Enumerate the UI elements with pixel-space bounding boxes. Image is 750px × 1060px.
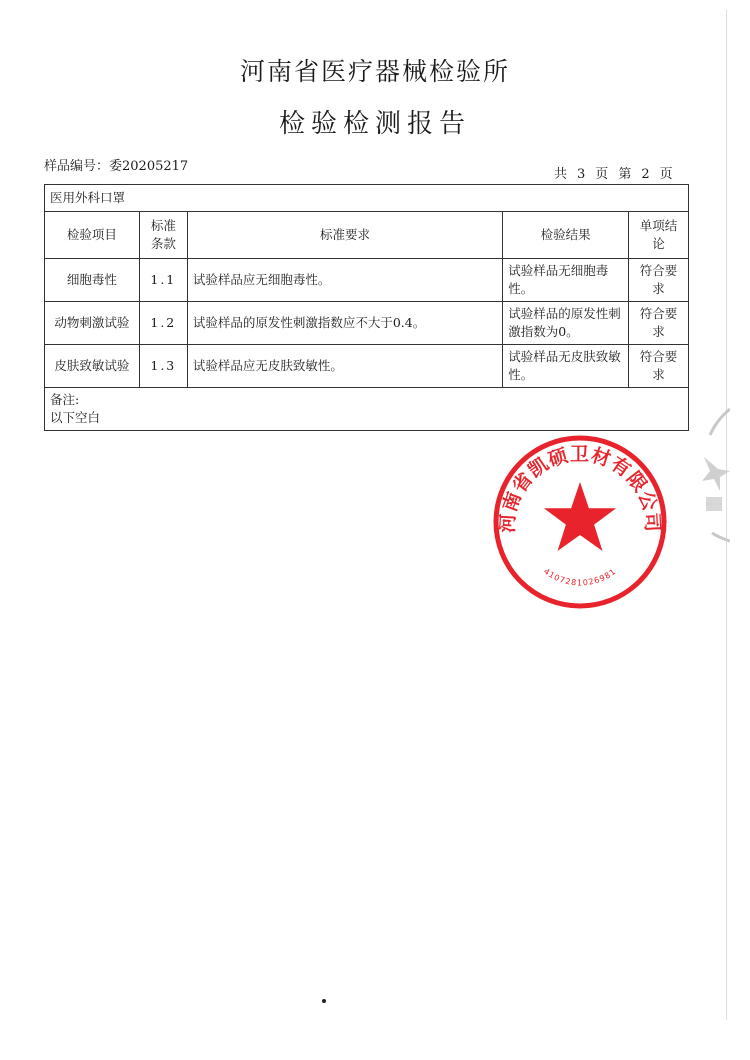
row-item: 皮肤致敏试验 <box>45 345 140 388</box>
notes-cell <box>45 388 689 431</box>
col-header-clause: 标准条款 <box>139 212 187 259</box>
row-result: 试验样品无细胞毒性。 <box>503 259 629 302</box>
col-header-requirement: 标准要求 <box>187 212 502 259</box>
table-row <box>45 302 689 345</box>
page-dot <box>322 999 326 1003</box>
row-result: 试验样品无皮肤致敏性。 <box>503 345 629 388</box>
col-header-conclusion: 单项结论 <box>629 212 689 259</box>
col-header-item: 检验项目 <box>45 212 140 259</box>
row-requirement: 试验样品应无皮肤致敏性。 <box>187 345 502 388</box>
row-conclusion: 符合要求 <box>629 302 689 345</box>
organization-name: 河南省医疗器械检验所 <box>239 57 510 86</box>
row-conclusion: 符合要求 <box>629 345 689 388</box>
row-clause: 1.2 <box>139 302 187 345</box>
seal-star-icon <box>544 482 616 551</box>
seal-code: 4107281026981 <box>541 566 619 588</box>
row-requirement: 试验样品的原发性刺激指数应不大于0.4。 <box>187 302 502 345</box>
row-clause: 1.3 <box>139 345 187 388</box>
report-title: 检验检测报告 <box>278 109 471 139</box>
col-header-result: 检验结果 <box>503 212 629 259</box>
page-total: 3 <box>577 167 588 182</box>
seal-company-name: 河南省凯硕卫材有限公司 <box>496 443 664 534</box>
notes-label: 备注: <box>50 392 80 407</box>
notes-row <box>45 388 689 431</box>
row-clause: 1.1 <box>139 259 187 302</box>
row-result: 试验样品的原发性刺激指数为0。 <box>503 302 629 345</box>
notes-text: 以下空白 <box>50 410 101 425</box>
product-row <box>45 185 689 212</box>
page-indicator <box>550 163 679 182</box>
inspection-table <box>44 184 689 431</box>
sample-number: 样品编号：委20205217 <box>44 159 189 174</box>
page-unit: 页 <box>595 167 611 182</box>
page-current-unit: 页 <box>659 167 675 182</box>
page-total-label: 共 <box>554 167 570 182</box>
bleed-seal-mark <box>700 405 730 545</box>
product-name: 医用外科口罩 <box>45 185 689 212</box>
company-seal <box>490 432 670 612</box>
row-item: 细胞毒性 <box>45 259 140 302</box>
row-item: 动物刺激试验 <box>45 302 140 345</box>
row-conclusion: 符合要求 <box>629 259 689 302</box>
table-row <box>45 259 689 302</box>
table-row <box>45 345 689 388</box>
page-current: 2 <box>641 167 652 182</box>
page-current-label: 第 <box>618 167 634 182</box>
table-header-row <box>45 212 689 259</box>
row-requirement: 试验样品应无细胞毒性。 <box>187 259 502 302</box>
